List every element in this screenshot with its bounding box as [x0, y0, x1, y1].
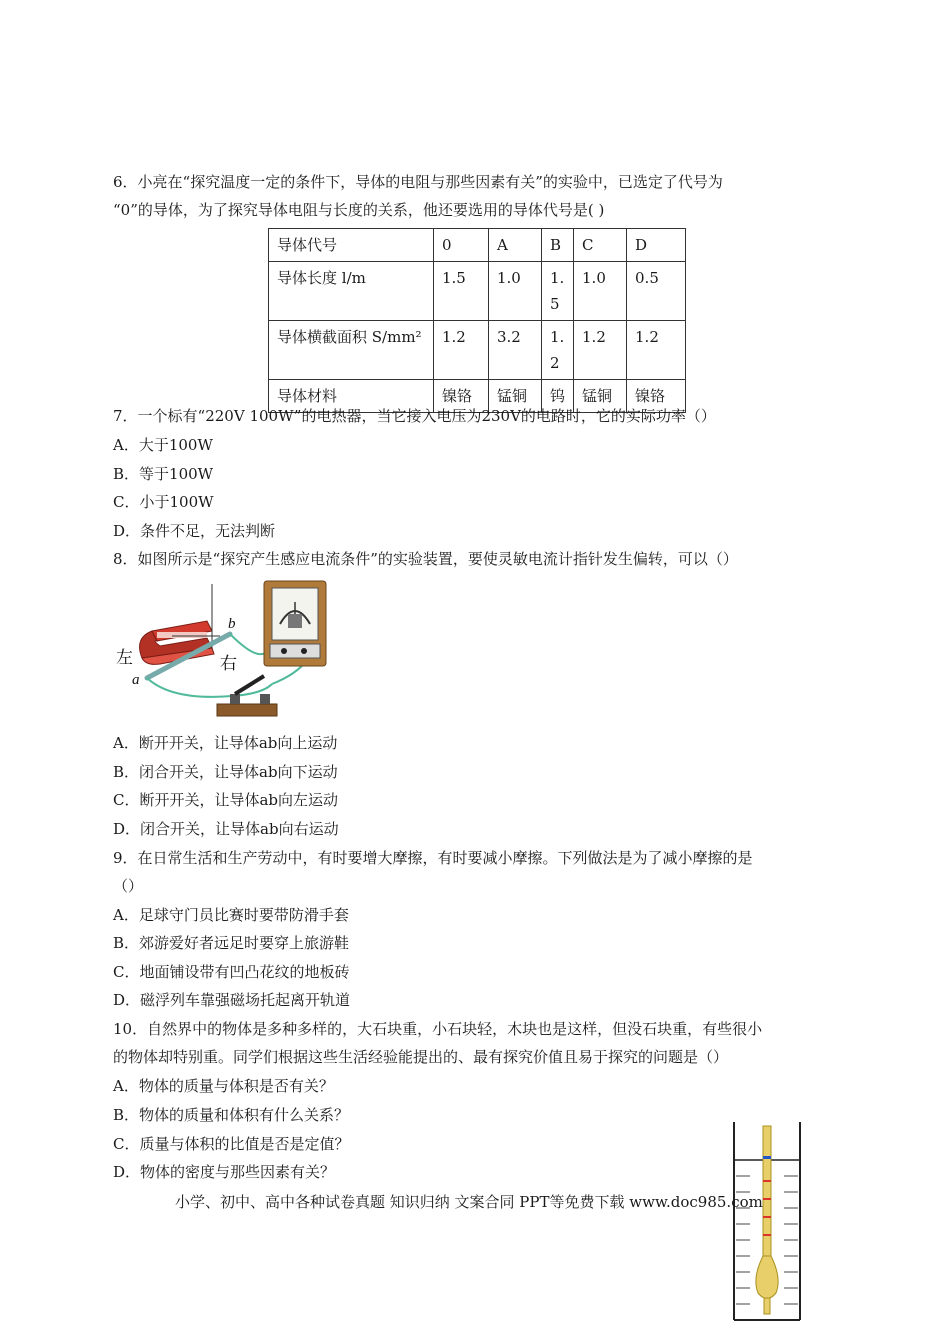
q10-stem-line2: 的物体却特别重。同学们根据这些生活经验能提出的、最有探究价值且易于探究的问题是（）: [113, 1048, 729, 1066]
cell: B: [542, 229, 574, 262]
galvanometer-icon: [264, 581, 326, 666]
cell: 1.2: [434, 321, 489, 380]
cell: 3.2: [489, 321, 542, 380]
q9-option-a: A．足球守门员比赛时要带防滑手套: [113, 906, 349, 924]
q7-option-a: A．大于100W: [113, 436, 213, 454]
q7-option-b: B．等于100W: [113, 465, 214, 483]
cell: 钨: [542, 380, 574, 413]
cell: C: [574, 229, 627, 262]
q7-stem: 7．一个标有“220V 100W”的电热器，当它接入电压为230V的电路时，它的实际功率（）: [113, 407, 716, 425]
cell: D: [627, 229, 686, 262]
cell: 0.5: [627, 262, 686, 321]
cell: 1.5: [434, 262, 489, 321]
q6-stem-line1: 6．小亮在“探究温度一定的条件下，导体的电阻与那些因素有关”的实验中，已选定了代号为: [113, 173, 723, 191]
q10-option-a: A．物体的质量与体积是否有关？: [113, 1077, 334, 1095]
row-label: 导体横截面积 S/mm²: [269, 321, 434, 380]
q9-option-b: B．郊游爱好者远足时要穿上旅游鞋: [113, 934, 350, 952]
q10-stem-line1: 10．自然界中的物体是多种多样的，大石块重，小石块轻，木块也是这样，但没石块重，有些很小: [113, 1020, 763, 1038]
cell: 1.2: [574, 321, 627, 380]
q8-stem: 8．如图所示是“探究产生感应电流条件”的实验装置，要使灵敏电流计指针发生偏转，可以（）: [113, 550, 738, 568]
row-label: 导体长度 l/m: [269, 262, 434, 321]
q8-option-c: C．断开开关，让导体ab向左运动: [113, 791, 339, 809]
densimeter-cylinder-figure: [728, 1118, 808, 1324]
cell: 锰铜: [574, 380, 627, 413]
q9-stem-line1: 9．在日常生活和生产劳动中，有时要增大摩擦，有时要减小摩擦。下列做法是为了减小摩擦的是: [113, 849, 753, 867]
cell: 镍铬: [434, 380, 489, 413]
row-label: 导体材料: [269, 380, 434, 413]
cell: A: [489, 229, 542, 262]
u-magnet-icon: [140, 621, 214, 664]
label-left: 左: [116, 648, 133, 667]
label-b: b: [228, 616, 236, 632]
cell: 1.2: [627, 321, 686, 380]
table-row: [269, 262, 686, 321]
label-a: a: [132, 672, 140, 688]
q9-option-d: D．磁浮列车靠强磁场托起离开轨道: [113, 991, 351, 1009]
induction-apparatus-figure: [112, 576, 337, 721]
q8-option-a: A．断开开关，让导体ab向上运动: [113, 734, 338, 752]
q8-option-d: D．闭合开关，让导体ab向右运动: [113, 820, 339, 838]
q7-option-c: C．小于100W: [113, 493, 214, 511]
q10-option-d: D．物体的密度与那些因素有关？: [113, 1163, 336, 1181]
q9-stem-line2: （）: [113, 877, 144, 895]
q9-option-c: C．地面铺设带有凹凸花纹的地板砖: [113, 963, 350, 981]
cell: 1.0: [574, 262, 627, 321]
cell: 镍铬: [627, 380, 686, 413]
table-row: [269, 321, 686, 380]
footer-note: 小学、初中、高中各种试卷真题 知识归纳 文案合同 PPT等免费下载 www.doc985.com: [175, 1193, 763, 1211]
q7-option-d: D．条件不足，无法判断: [113, 522, 276, 540]
label-right: 右: [220, 654, 237, 673]
table-row: [269, 229, 686, 262]
q10-option-c: C．质量与体积的比值是否是定值？: [113, 1135, 350, 1153]
cell: 0: [434, 229, 489, 262]
q8-option-b: B．闭合开关，让导体ab向下运动: [113, 763, 338, 781]
cell: 1.2: [542, 321, 574, 380]
row-label: 导体代号: [269, 229, 434, 262]
cell: 锰铜: [489, 380, 542, 413]
q10-option-b: B．物体的质量和体积有什么关系？: [113, 1106, 350, 1124]
cell: 1.0: [489, 262, 542, 321]
conductor-table: [268, 228, 686, 413]
q6-stem-line2: “0”的导体，为了探究导体电阻与长度的关系，他还要选用的导体代号是( ): [113, 201, 605, 219]
cell: 1.5: [542, 262, 574, 321]
